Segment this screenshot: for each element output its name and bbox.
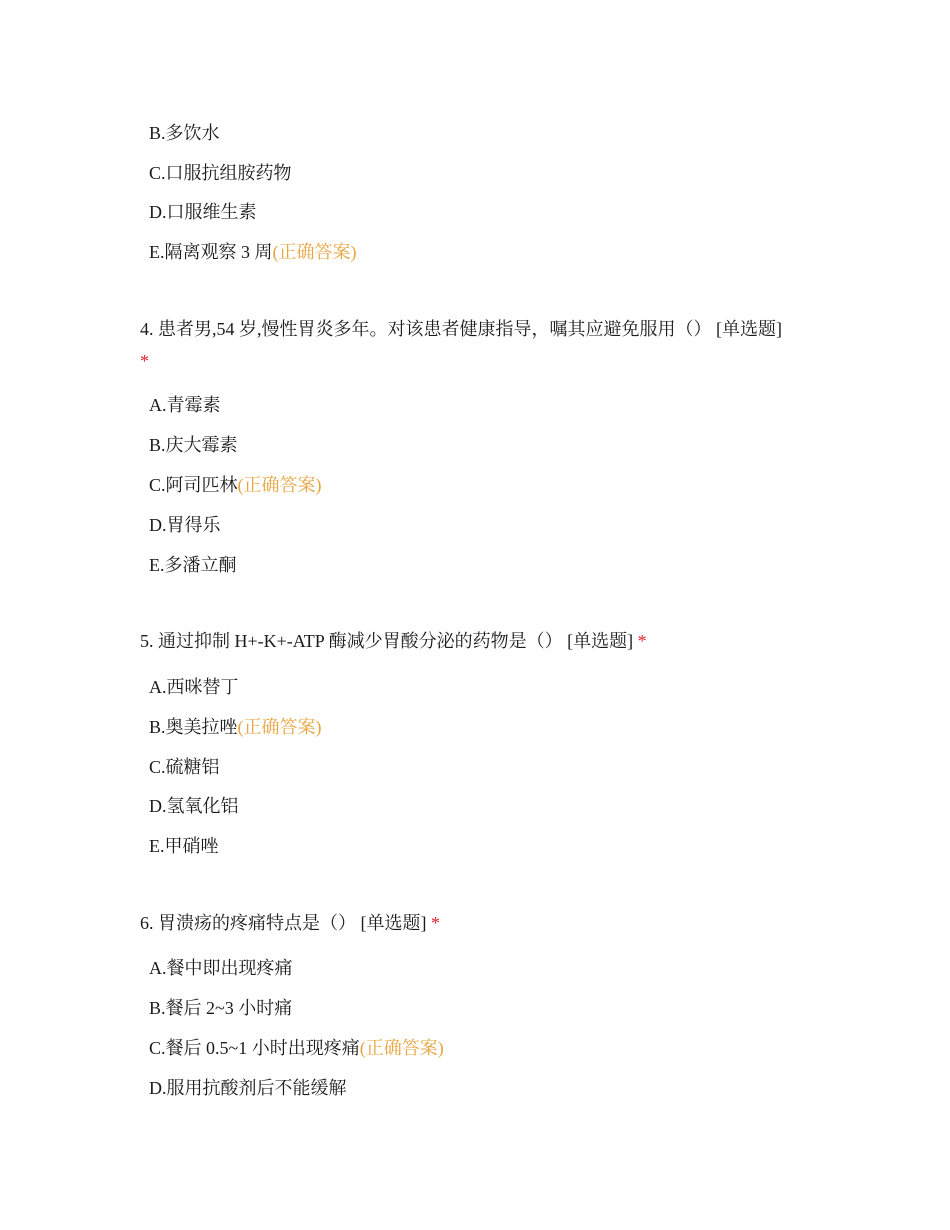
correct-answer-tag: (正确答案) <box>237 717 322 737</box>
q3-option-d-text: D.口服维生素 <box>149 202 257 222</box>
q6-option-c-text: C.餐后 0.5~1 小时出现疼痛 <box>149 1038 360 1058</box>
q3-option-b-text: B.多饮水 <box>149 123 220 143</box>
q5-option-e-text: E.甲硝唑 <box>149 836 219 856</box>
q4-option-d-text: D.胃得乐 <box>149 515 221 535</box>
q4-option-a-text: A.青霉素 <box>149 395 221 415</box>
q6-option-c <box>149 1036 444 1060</box>
required-asterisk: * <box>140 351 149 371</box>
q5-option-a-text: A.西咪替丁 <box>149 677 239 697</box>
q3-option-d <box>149 200 257 224</box>
q4-option-b <box>149 433 238 457</box>
required-asterisk: * <box>431 913 440 933</box>
q5-option-d <box>149 794 239 818</box>
q3-option-b <box>149 121 220 145</box>
q5-title <box>140 629 647 653</box>
q5-option-c <box>149 755 220 779</box>
q3-option-e-text: E.隔离观察 3 周 <box>149 242 273 262</box>
q6-title-text: 6. 胃溃疡的疼痛特点是（） [单选题] <box>140 913 427 933</box>
required-asterisk: * <box>637 631 647 651</box>
q5-option-b-text: B.奥美拉唑 <box>149 717 238 737</box>
q5-option-e <box>149 834 219 858</box>
q4-option-e-text: E.多潘立酮 <box>149 555 237 575</box>
q6-title <box>140 911 440 935</box>
q6-option-b-text: B.餐后 2~3 小时痛 <box>149 998 293 1018</box>
q5-option-a <box>149 675 239 699</box>
q4-option-d <box>149 513 221 537</box>
q5-option-d-text: D.氢氧化铝 <box>149 796 239 816</box>
q6-option-b <box>149 996 292 1020</box>
q4-option-a <box>149 393 221 417</box>
q4-option-b-text: B.庆大霉素 <box>149 435 238 455</box>
q5-option-c-text: C.硫糖铝 <box>149 757 220 777</box>
q6-option-d-text: D.服用抗酸剂后不能缓解 <box>149 1078 347 1098</box>
q6-option-a <box>149 956 293 980</box>
q4-title <box>140 317 782 341</box>
correct-answer-tag: (正确答案) <box>359 1038 444 1058</box>
q4-required-line <box>140 349 149 373</box>
q4-option-e <box>149 553 237 577</box>
correct-answer-tag: (正确答案) <box>272 242 357 262</box>
q3-option-e <box>149 240 357 264</box>
q4-option-c <box>149 473 322 497</box>
q3-option-c <box>149 161 292 185</box>
q6-option-d <box>149 1076 347 1100</box>
q4-title-text: 4. 患者男,54 岁,慢性胃炎多年。对该患者健康指导，嘱其应避免服用（） [单选题] <box>140 319 782 339</box>
correct-answer-tag: (正确答案) <box>237 475 322 495</box>
q5-title-text: 5. 通过抑制 H+-K+-ATP 酶减少胃酸分泌的药物是（） [单选题] <box>140 631 634 651</box>
q3-option-c-text: C.口服抗组胺药物 <box>149 163 292 183</box>
q6-option-a-text: A.餐中即出现疼痛 <box>149 958 293 978</box>
q5-option-b <box>149 715 322 739</box>
q4-option-c-text: C.阿司匹林 <box>149 475 238 495</box>
